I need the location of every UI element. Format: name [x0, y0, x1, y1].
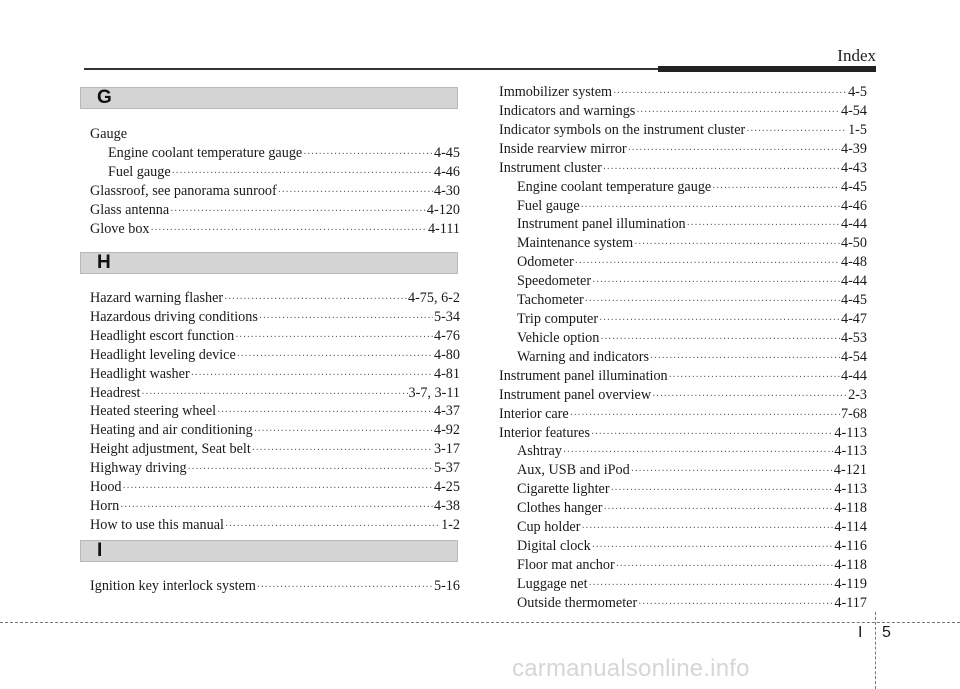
index-entry-label: Inside rearview mirror [499, 140, 627, 157]
index-entry-page: 5-34 [433, 308, 460, 325]
index-entry-label: Cup holder [517, 519, 581, 536]
index-entry-page: 4-118 [834, 557, 867, 573]
index-entry-label: Hood [90, 479, 122, 495]
index-entry-page: 4-48 [840, 254, 867, 271]
section-letter-h: H [97, 252, 111, 273]
index-entry-page: 4-50 [840, 235, 867, 252]
dot-leader [254, 422, 433, 441]
index-entry-page: 4-54 [840, 102, 867, 119]
index-entry-page: 4-114 [834, 519, 867, 536]
dot-leader [278, 183, 433, 202]
index-entry-page: 4-80 [433, 346, 460, 363]
index-entry-label: Gauge [90, 126, 128, 142]
dot-leader [628, 141, 840, 160]
index-entry [499, 159, 867, 179]
dot-leader [151, 221, 427, 240]
index-entry-label: Vehicle option [517, 329, 600, 346]
dot-leader [235, 328, 433, 347]
index-entry [517, 537, 867, 557]
index-entry [90, 327, 460, 347]
dot-leader [224, 290, 407, 309]
index-entry-label: Heated steering wheel [90, 403, 217, 420]
index-entry-label: Indicators and warnings [499, 102, 636, 119]
index-entry [499, 121, 867, 141]
index-entry-label: Horn [90, 497, 120, 514]
index-entry-page: 4-46 [433, 163, 460, 180]
index-entry-label: Odometer [517, 254, 574, 271]
dot-leader [237, 347, 433, 366]
index-entry [499, 367, 867, 387]
index-entry-label: Headlight leveling device [90, 346, 236, 363]
index-entry-page: 4-120 [426, 201, 460, 218]
index-entry-label: Floor mat anchor [517, 557, 615, 573]
index-entry-page: 4-92 [433, 422, 460, 439]
index-entry [517, 291, 867, 311]
header-rule-accent [658, 66, 876, 72]
index-entry-page: 4-117 [834, 594, 867, 611]
index-entry-label: Warning and indicators [517, 348, 650, 365]
index-entry-page: 4-25 [433, 479, 460, 495]
index-entry-page: 1-5 [848, 121, 867, 138]
dot-leader [303, 145, 433, 164]
index-entry-label: Highway driving [90, 460, 187, 477]
index-entry-label: Immobilizer system [499, 84, 613, 100]
index-entry-page: 2-3 [848, 386, 867, 403]
index-entry [90, 125, 460, 144]
index-entry-page: 4-121 [833, 462, 867, 479]
index-entry-label: Hazard warning flasher [90, 290, 224, 306]
index-entry-page: 4-44 [840, 367, 867, 384]
index-entry-page: 4-45 [840, 292, 867, 309]
index-entry [499, 405, 867, 425]
index-entry [499, 140, 867, 160]
index-entry [90, 577, 460, 597]
dot-leader [217, 403, 433, 422]
index-entry-page: 5-16 [433, 578, 460, 594]
index-entry-label: Interior care [499, 405, 569, 422]
index-entry-page: 4-118 [834, 500, 867, 517]
index-entry [517, 197, 867, 217]
index-entry-page: 4-53 [840, 329, 867, 346]
index-entry [90, 459, 460, 479]
dot-leader [585, 292, 840, 311]
index-entry [517, 329, 867, 349]
index-entry-page: 5-37 [433, 460, 460, 477]
index-entry-page: 4-43 [840, 159, 867, 176]
index-entry-page: 4-116 [834, 538, 867, 555]
dot-leader [613, 84, 847, 103]
index-entry [499, 424, 867, 444]
index-entry-label: Instrument panel overview [499, 386, 652, 403]
index-entry [517, 499, 867, 519]
index-entry-page: 4-47 [840, 311, 867, 328]
dot-leader [634, 235, 840, 254]
index-entry-label: Engine coolant temperature gauge [517, 178, 712, 195]
index-entry-page: 1-2 [441, 516, 460, 533]
watermark: carmanualsonline.info [512, 655, 750, 682]
index-entry [90, 402, 460, 422]
index-entry [90, 182, 460, 202]
index-entry [517, 215, 867, 235]
index-entry-page: 4-44 [840, 273, 867, 290]
index-entry-page: 4-45 [433, 144, 460, 161]
index-entry-label: Luggage net [517, 575, 588, 592]
index-entry-label: Headlight washer [90, 365, 190, 382]
index-entry-page: 7-68 [840, 405, 867, 422]
dot-leader [123, 479, 433, 498]
index-entry-label: Hazardous driving conditions [90, 308, 258, 325]
index-entry [90, 384, 460, 404]
footer-dashed-rule [0, 622, 960, 623]
index-entry [499, 386, 867, 406]
dot-leader [259, 309, 433, 328]
dot-leader [616, 557, 834, 576]
index-entry-label: Glove box [90, 220, 150, 237]
index-entry [108, 144, 460, 164]
section-letter-i: I [97, 540, 103, 561]
dot-leader [141, 385, 407, 404]
dot-leader [581, 519, 833, 538]
index-entry-label: Instrument panel illumination [499, 367, 668, 384]
index-entry-page: 4-113 [834, 443, 867, 460]
dot-leader [592, 273, 840, 292]
dot-leader [611, 481, 834, 500]
index-entry-page: 4-81 [433, 365, 460, 382]
index-entry-page: 4-113 [834, 481, 867, 498]
dot-leader [631, 462, 833, 481]
index-entry [517, 253, 867, 273]
index-entry-label: Engine coolant temperature gauge [108, 144, 303, 161]
index-entry [90, 220, 460, 240]
dot-leader [746, 122, 847, 141]
dot-leader [581, 198, 840, 217]
dot-leader [252, 441, 433, 460]
index-entry-label: Speedometer [517, 273, 592, 290]
dot-leader [591, 425, 833, 444]
index-entry [517, 442, 867, 462]
footer-vertical-rule [875, 612, 876, 689]
index-entry-page: 4-75, 6-2 [407, 290, 460, 306]
dot-leader [592, 538, 834, 557]
index-entry [90, 365, 460, 385]
index-entry-page: 4-111 [427, 220, 460, 237]
dot-leader [603, 160, 840, 179]
index-entry-label: Fuel gauge [108, 163, 171, 180]
index-entry [499, 83, 867, 103]
dot-leader [712, 179, 840, 198]
index-entry-page: 4-54 [840, 348, 867, 365]
dot-leader [172, 164, 433, 183]
index-entry-label: Outside thermometer [517, 594, 638, 611]
index-entry [517, 234, 867, 254]
index-entry-label: Ashtray [517, 443, 562, 460]
index-entry-page: 4-38 [433, 497, 460, 514]
index-entry-page: 4-30 [433, 182, 460, 199]
index-entry-label: Cigarette lighter [517, 481, 610, 498]
dot-leader [120, 498, 433, 517]
dot-leader [570, 406, 840, 425]
index-entry-label: Aux, USB and iPod [517, 462, 630, 479]
index-entry [90, 516, 460, 536]
dot-leader [652, 387, 847, 406]
section-bar-i [80, 540, 458, 562]
index-entry [90, 201, 460, 221]
index-entry [90, 308, 460, 328]
index-entry-page: 4-113 [834, 424, 867, 441]
index-entry [517, 461, 867, 481]
index-entry-label: Interior features [499, 424, 590, 441]
section-bar-g [80, 87, 458, 109]
dot-leader [257, 578, 433, 597]
index-entry-label: Headrest [90, 384, 141, 401]
index-entry-page: 4-39 [840, 140, 867, 157]
index-entry-page: 3-17 [433, 441, 460, 458]
index-entry-page: 4-37 [433, 403, 460, 420]
index-entry-label: Instrument cluster [499, 159, 602, 176]
index-entry [499, 102, 867, 122]
footer-chapter: I [858, 624, 863, 641]
index-entry-label: Glassroof, see panorama sunroof [90, 182, 277, 199]
index-entry-label: Maintenance system [517, 235, 634, 252]
index-entry [90, 346, 460, 366]
dot-leader [589, 576, 834, 595]
index-entry-page: 4-76 [433, 327, 460, 344]
dot-leader [669, 368, 840, 387]
section-letter-g: G [97, 87, 112, 108]
index-entry-label: Instrument panel illumination [517, 216, 686, 233]
index-entry-label: Trip computer [517, 311, 599, 328]
index-entry-page: 4-44 [840, 216, 867, 233]
index-entry-page: 3-7, 3-11 [408, 384, 460, 401]
index-entry [517, 272, 867, 292]
dot-leader [188, 460, 433, 479]
index-entry-label: Indicator symbols on the instrument cluster [499, 121, 746, 138]
index-entry [90, 421, 460, 441]
index-entry [517, 575, 867, 595]
index-entry [517, 518, 867, 538]
dot-leader [636, 103, 840, 122]
index-entry [517, 480, 867, 500]
index-entry [90, 440, 460, 460]
index-entry [90, 478, 460, 498]
dot-leader [687, 216, 840, 235]
section-bar-h [80, 252, 458, 274]
index-entry [517, 594, 867, 614]
index-entry [517, 310, 867, 330]
index-entry-label: Headlight escort function [90, 327, 235, 344]
index-entry-label: Clothes hanger [517, 500, 603, 517]
index-entry-page: 4-45 [840, 178, 867, 195]
index-entry-label: Tachometer [517, 292, 584, 309]
index-entry-label: Fuel gauge [517, 197, 580, 214]
index-entry-label: Heating and air conditioning [90, 422, 253, 439]
index-entry [517, 556, 867, 576]
dot-leader [563, 443, 834, 462]
index-entry-label: Digital clock [517, 538, 591, 555]
index-entry-page: 4-5 [848, 84, 867, 100]
dot-leader [650, 349, 840, 368]
dot-leader [170, 202, 426, 221]
index-entry-label: Height adjustment, Seat belt [90, 441, 251, 458]
dot-leader [604, 500, 834, 519]
index-entry [108, 163, 460, 183]
index-entry-page: 4-119 [834, 575, 867, 592]
dot-leader [600, 330, 840, 349]
dot-leader [191, 366, 433, 385]
index-entry-page: 4-46 [840, 197, 867, 214]
dot-leader [599, 311, 840, 330]
index-entry [90, 497, 460, 517]
index-entry-label: Ignition key interlock system [90, 578, 256, 594]
dot-leader [575, 254, 840, 273]
dot-leader [225, 517, 440, 536]
index-entry-label: Glass antenna [90, 201, 170, 218]
page-header-title: Index [837, 46, 876, 65]
footer-page-number: 5 [882, 624, 891, 641]
index-entry [90, 289, 460, 309]
dot-leader [638, 595, 833, 614]
index-entry [517, 348, 867, 368]
index-entry-label: How to use this manual [90, 516, 224, 533]
index-entry [517, 178, 867, 198]
